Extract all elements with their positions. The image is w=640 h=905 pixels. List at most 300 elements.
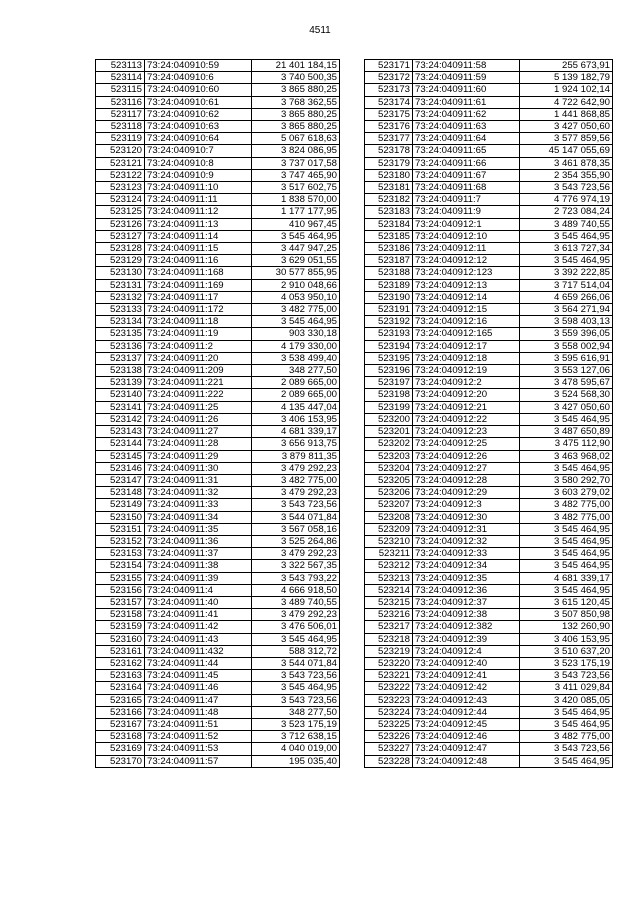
row-number-cell: 523161	[96, 645, 145, 657]
cadastral-number-cell: 73:24:040911:52	[145, 731, 252, 743]
row-number-cell: 523132	[96, 291, 145, 303]
row-number-cell: 523226	[365, 731, 413, 743]
row-number-cell: 523131	[96, 279, 145, 291]
cadastral-number-cell: 73:24:040911:57	[145, 755, 252, 767]
cadastral-value-cell: 3 543 723,56	[520, 182, 613, 194]
cadastral-number-cell: 73:24:040911:43	[145, 633, 252, 645]
table-row	[365, 426, 613, 438]
cadastral-number-cell: 73:24:040912:14	[413, 291, 520, 303]
row-number-cell: 523155	[96, 572, 145, 584]
cadastral-number-cell: 73:24:040911:221	[145, 377, 252, 389]
table-row	[96, 523, 340, 535]
left-table-body	[96, 60, 340, 768]
row-number-cell: 523127	[96, 230, 145, 242]
cadastral-value-cell: 3 545 464,95	[520, 706, 613, 718]
cadastral-value-cell: 3 487 650,89	[520, 426, 613, 438]
cadastral-number-cell: 73:24:040912:36	[413, 584, 520, 596]
cadastral-value-cell: 3 545 464,95	[520, 413, 613, 425]
cadastral-value-cell: 3 737 017,58	[252, 157, 340, 169]
row-number-cell: 523218	[365, 633, 413, 645]
row-number-cell: 523183	[365, 206, 413, 218]
row-number-cell: 523125	[96, 206, 145, 218]
cadastral-value-cell: 3 489 740,55	[252, 596, 340, 608]
row-number-cell: 523142	[96, 413, 145, 425]
table-row	[96, 511, 340, 523]
table-row	[96, 182, 340, 194]
table-row	[96, 291, 340, 303]
cadastral-number-cell: 73:24:040912:33	[413, 548, 520, 560]
row-number-cell: 523200	[365, 413, 413, 425]
cadastral-number-cell: 73:24:040912:123	[413, 267, 520, 279]
cadastral-value-cell: 3 615 120,45	[520, 596, 613, 608]
cadastral-value-cell: 348 277,50	[252, 365, 340, 377]
cadastral-number-cell: 73:24:040911:209	[145, 365, 252, 377]
table-row	[365, 377, 613, 389]
cadastral-value-cell: 45 147 055,69	[520, 145, 613, 157]
cadastral-number-cell: 73:24:040911:172	[145, 304, 252, 316]
table-row	[96, 474, 340, 486]
table-row	[96, 121, 340, 133]
cadastral-value-cell: 3 482 775,00	[520, 499, 613, 511]
cadastral-value-cell: 3 577 859,56	[520, 133, 613, 145]
table-row	[96, 365, 340, 377]
table-row	[365, 657, 613, 669]
cadastral-value-cell: 3 558 002,94	[520, 340, 613, 352]
row-number-cell: 523227	[365, 743, 413, 755]
cadastral-value-cell: 3 865 880,25	[252, 121, 340, 133]
row-number-cell: 523206	[365, 487, 413, 499]
table-row	[365, 694, 613, 706]
table-row	[365, 474, 613, 486]
row-number-cell: 523203	[365, 450, 413, 462]
cadastral-number-cell: 73:24:040912:38	[413, 609, 520, 621]
row-number-cell: 523201	[365, 426, 413, 438]
cadastral-value-cell: 3 475 112,90	[520, 438, 613, 450]
cadastral-value-cell: 195 035,40	[252, 755, 340, 767]
right-table-body	[365, 60, 613, 768]
cadastral-number-cell: 73:24:040911:46	[145, 682, 252, 694]
table-row	[96, 352, 340, 364]
table-row	[365, 96, 613, 108]
cadastral-value-cell: 3 545 464,95	[520, 560, 613, 572]
cadastral-number-cell: 73:24:040912:15	[413, 304, 520, 316]
page-number: 4511	[309, 25, 331, 36]
cadastral-value-cell: 3 427 050,60	[520, 401, 613, 413]
table-row	[96, 145, 340, 157]
table-row	[96, 548, 340, 560]
cadastral-number-cell: 73:24:040912:34	[413, 560, 520, 572]
table-row	[365, 316, 613, 328]
row-number-cell: 523140	[96, 389, 145, 401]
cadastral-number-cell: 73:24:040911:32	[145, 487, 252, 499]
table-row	[365, 145, 613, 157]
row-number-cell: 523211	[365, 548, 413, 560]
cadastral-number-cell: 73:24:040912:25	[413, 438, 520, 450]
row-number-cell: 523175	[365, 108, 413, 120]
cadastral-number-cell: 73:24:040911:9	[413, 206, 520, 218]
cadastral-value-cell: 30 577 855,95	[252, 267, 340, 279]
row-number-cell: 523153	[96, 548, 145, 560]
cadastral-number-cell: 73:24:040911:25	[145, 401, 252, 413]
table-row	[96, 230, 340, 242]
cadastral-value-cell: 3 544 071,84	[252, 657, 340, 669]
row-number-cell: 523180	[365, 169, 413, 181]
cadastral-number-cell: 73:24:040912:43	[413, 694, 520, 706]
cadastral-value-cell: 3 482 775,00	[252, 304, 340, 316]
row-number-cell: 523167	[96, 718, 145, 730]
table-row	[365, 365, 613, 377]
row-number-cell: 523204	[365, 462, 413, 474]
table-row	[96, 462, 340, 474]
cadastral-number-cell: 73:24:040911:28	[145, 438, 252, 450]
row-number-cell: 523178	[365, 145, 413, 157]
cadastral-number-cell: 73:24:040912:41	[413, 670, 520, 682]
row-number-cell: 523156	[96, 584, 145, 596]
row-number-cell: 523115	[96, 84, 145, 96]
cadastral-value-cell: 1 177 177,95	[252, 206, 340, 218]
cadastral-value-cell: 3 543 723,56	[520, 670, 613, 682]
cadastral-value-cell: 3 510 637,20	[520, 645, 613, 657]
cadastral-value-cell: 3 420 085,05	[520, 694, 613, 706]
cadastral-number-cell: 73:24:040912:26	[413, 450, 520, 462]
cadastral-number-cell: 73:24:040912:20	[413, 389, 520, 401]
row-number-cell: 523128	[96, 243, 145, 255]
cadastral-value-cell: 3 538 499,40	[252, 352, 340, 364]
cadastral-number-cell: 73:24:040910:61	[145, 96, 252, 108]
cadastral-number-cell: 73:24:040910:64	[145, 133, 252, 145]
table-row	[365, 230, 613, 242]
table-row	[365, 169, 613, 181]
row-number-cell: 523121	[96, 157, 145, 169]
cadastral-number-cell: 73:24:040911:65	[413, 145, 520, 157]
cadastral-number-cell: 73:24:040911:48	[145, 706, 252, 718]
cadastral-value-cell: 3 613 727,34	[520, 243, 613, 255]
cadastral-value-cell: 3 545 464,95	[520, 462, 613, 474]
cadastral-value-cell: 3 523 175,19	[520, 657, 613, 669]
cadastral-value-cell: 3 543 723,56	[252, 670, 340, 682]
row-number-cell: 523120	[96, 145, 145, 157]
cadastral-value-cell: 3 523 175,19	[252, 718, 340, 730]
row-number-cell: 523135	[96, 328, 145, 340]
row-number-cell: 523157	[96, 596, 145, 608]
cadastral-number-cell: 73:24:040912:30	[413, 511, 520, 523]
cadastral-value-cell: 4 666 918,50	[252, 584, 340, 596]
row-number-cell: 523150	[96, 511, 145, 523]
row-number-cell: 523172	[365, 72, 413, 84]
row-number-cell: 523207	[365, 499, 413, 511]
cadastral-value-cell: 3 879 811,35	[252, 450, 340, 462]
cadastral-value-cell: 3 595 616,91	[520, 352, 613, 364]
cadastral-number-cell: 73:24:040911:169	[145, 279, 252, 291]
cadastral-value-cell: 3 545 464,95	[520, 548, 613, 560]
cadastral-value-cell: 1 924 102,14	[520, 84, 613, 96]
cadastral-value-cell: 2 910 048,66	[252, 279, 340, 291]
table-row	[365, 255, 613, 267]
cadastral-value-cell: 3 567 058,16	[252, 523, 340, 535]
table-row	[365, 487, 613, 499]
cadastral-number-cell: 73:24:040911:29	[145, 450, 252, 462]
table-row	[96, 572, 340, 584]
row-number-cell: 523163	[96, 670, 145, 682]
cadastral-number-cell: 73:24:040912:48	[413, 755, 520, 767]
row-number-cell: 523215	[365, 596, 413, 608]
cadastral-number-cell: 73:24:040911:19	[145, 328, 252, 340]
cadastral-number-cell: 73:24:040912:42	[413, 682, 520, 694]
table-row	[96, 438, 340, 450]
table-row	[365, 633, 613, 645]
cadastral-value-cell: 3 544 071,84	[252, 511, 340, 523]
row-number-cell: 523228	[365, 755, 413, 767]
row-number-cell: 523225	[365, 718, 413, 730]
cadastral-value-cell: 1 838 570,00	[252, 194, 340, 206]
row-number-cell: 523219	[365, 645, 413, 657]
cadastral-number-cell: 73:24:040912:3	[413, 499, 520, 511]
cadastral-value-cell: 3 768 362,55	[252, 96, 340, 108]
cadastral-value-cell: 3 447 947,25	[252, 243, 340, 255]
cadastral-value-cell: 21 401 184,15	[252, 60, 340, 72]
cadastral-number-cell: 73:24:040912:27	[413, 462, 520, 474]
table-row	[96, 401, 340, 413]
table-row	[365, 121, 613, 133]
cadastral-value-cell: 3 479 292,23	[252, 462, 340, 474]
cadastral-value-cell: 255 673,91	[520, 60, 613, 72]
cadastral-value-cell: 588 312,72	[252, 645, 340, 657]
cadastral-number-cell: 73:24:040911:432	[145, 645, 252, 657]
cadastral-number-cell: 73:24:040911:38	[145, 560, 252, 572]
row-number-cell: 523133	[96, 304, 145, 316]
cadastral-number-cell: 73:24:040912:382	[413, 621, 520, 633]
row-number-cell: 523213	[365, 572, 413, 584]
cadastral-value-cell: 3 545 464,95	[520, 718, 613, 730]
cadastral-number-cell: 73:24:040911:14	[145, 230, 252, 242]
table-row	[365, 511, 613, 523]
cadastral-number-cell: 73:24:040910:59	[145, 60, 252, 72]
cadastral-number-cell: 73:24:040911:7	[413, 194, 520, 206]
table-row	[365, 413, 613, 425]
cadastral-value-cell: 3 411 029,84	[520, 682, 613, 694]
row-number-cell: 523217	[365, 621, 413, 633]
cadastral-number-cell: 73:24:040912:2	[413, 377, 520, 389]
cadastral-value-cell: 3 865 880,25	[252, 108, 340, 120]
cadastral-number-cell: 73:24:040911:59	[413, 72, 520, 84]
cadastral-number-cell: 73:24:040912:45	[413, 718, 520, 730]
cadastral-number-cell: 73:24:040911:40	[145, 596, 252, 608]
row-number-cell: 523223	[365, 694, 413, 706]
cadastral-value-cell: 5 067 618,63	[252, 133, 340, 145]
row-number-cell: 523195	[365, 352, 413, 364]
row-number-cell: 523168	[96, 731, 145, 743]
cadastral-number-cell: 73:24:040910:62	[145, 108, 252, 120]
cadastral-value-cell: 3 479 292,23	[252, 609, 340, 621]
table-row	[96, 560, 340, 572]
cadastral-value-cell: 3 392 222,85	[520, 267, 613, 279]
table-row	[365, 243, 613, 255]
cadastral-number-cell: 73:24:040911:63	[413, 121, 520, 133]
cadastral-value-cell: 3 543 793,22	[252, 572, 340, 584]
table-row	[96, 267, 340, 279]
row-number-cell: 523176	[365, 121, 413, 133]
row-number-cell: 523202	[365, 438, 413, 450]
right-registry-table	[364, 59, 613, 768]
cadastral-value-cell: 3 476 506,01	[252, 621, 340, 633]
table-row	[365, 609, 613, 621]
row-number-cell: 523113	[96, 60, 145, 72]
table-row	[96, 218, 340, 230]
cadastral-value-cell: 3 482 775,00	[520, 511, 613, 523]
cadastral-number-cell: 73:24:040911:27	[145, 426, 252, 438]
cadastral-value-cell: 3 406 153,95	[520, 633, 613, 645]
cadastral-number-cell: 73:24:040912:37	[413, 596, 520, 608]
row-number-cell: 523199	[365, 401, 413, 413]
cadastral-number-cell: 73:24:040912:40	[413, 657, 520, 669]
cadastral-number-cell: 73:24:040911:64	[413, 133, 520, 145]
cadastral-value-cell: 3 479 292,23	[252, 487, 340, 499]
table-row	[365, 755, 613, 767]
row-number-cell: 523139	[96, 377, 145, 389]
cadastral-number-cell: 73:24:040911:13	[145, 218, 252, 230]
table-row	[365, 535, 613, 547]
table-row	[96, 584, 340, 596]
table-row	[96, 450, 340, 462]
table-row	[96, 718, 340, 730]
table-row	[365, 133, 613, 145]
table-row	[96, 340, 340, 352]
table-row	[96, 487, 340, 499]
table-row	[96, 694, 340, 706]
row-number-cell: 523134	[96, 316, 145, 328]
cadastral-value-cell: 3 545 464,95	[520, 584, 613, 596]
cadastral-number-cell: 73:24:040911:47	[145, 694, 252, 706]
row-number-cell: 523160	[96, 633, 145, 645]
cadastral-number-cell: 73:24:040910:9	[145, 169, 252, 181]
table-row	[365, 523, 613, 535]
row-number-cell: 523184	[365, 218, 413, 230]
table-row	[96, 169, 340, 181]
cadastral-value-cell: 3 824 086,95	[252, 145, 340, 157]
table-row	[365, 560, 613, 572]
cadastral-number-cell: 73:24:040910:7	[145, 145, 252, 157]
row-number-cell: 523114	[96, 72, 145, 84]
cadastral-value-cell: 3 461 878,35	[520, 157, 613, 169]
table-row	[96, 389, 340, 401]
table-row	[365, 548, 613, 560]
cadastral-number-cell: 73:24:040912:44	[413, 706, 520, 718]
cadastral-number-cell: 73:24:040911:51	[145, 718, 252, 730]
table-row	[365, 499, 613, 511]
cadastral-value-cell: 3 717 514,04	[520, 279, 613, 291]
cadastral-value-cell: 3 629 051,55	[252, 255, 340, 267]
table-row	[365, 218, 613, 230]
table-row	[365, 584, 613, 596]
cadastral-value-cell: 4 681 339,17	[252, 426, 340, 438]
cadastral-number-cell: 73:24:040911:34	[145, 511, 252, 523]
cadastral-value-cell: 5 139 182,79	[520, 72, 613, 84]
table-row	[96, 72, 340, 84]
cadastral-number-cell: 73:24:040912:21	[413, 401, 520, 413]
table-row	[365, 401, 613, 413]
table-row	[96, 206, 340, 218]
cadastral-value-cell: 3 603 279,02	[520, 487, 613, 499]
cadastral-value-cell: 3 322 567,35	[252, 560, 340, 572]
row-number-cell: 523118	[96, 121, 145, 133]
cadastral-value-cell: 3 543 723,56	[252, 499, 340, 511]
row-number-cell: 523151	[96, 523, 145, 535]
cadastral-value-cell: 3 545 464,95	[520, 523, 613, 535]
cadastral-number-cell: 73:24:040911:20	[145, 352, 252, 364]
cadastral-value-cell: 3 479 292,23	[252, 548, 340, 560]
table-row	[365, 84, 613, 96]
table-row	[96, 413, 340, 425]
cadastral-value-cell: 3 406 153,95	[252, 413, 340, 425]
cadastral-number-cell: 73:24:040911:62	[413, 108, 520, 120]
cadastral-value-cell: 3 482 775,00	[520, 731, 613, 743]
table-row	[365, 645, 613, 657]
cadastral-number-cell: 73:24:040912:39	[413, 633, 520, 645]
table-row	[365, 462, 613, 474]
cadastral-value-cell: 3 580 292,70	[520, 474, 613, 486]
table-row	[365, 389, 613, 401]
row-number-cell: 523208	[365, 511, 413, 523]
cadastral-number-cell: 73:24:040911:41	[145, 609, 252, 621]
table-row	[96, 743, 340, 755]
cadastral-value-cell: 3 525 264,86	[252, 535, 340, 547]
row-number-cell: 523177	[365, 133, 413, 145]
cadastral-number-cell: 73:24:040912:165	[413, 328, 520, 340]
table-row	[96, 328, 340, 340]
row-number-cell: 523124	[96, 194, 145, 206]
cadastral-value-cell: 2 723 084,24	[520, 206, 613, 218]
cadastral-value-cell: 3 489 740,55	[520, 218, 613, 230]
table-row	[365, 438, 613, 450]
cadastral-number-cell: 73:24:040912:1	[413, 218, 520, 230]
row-number-cell: 523174	[365, 96, 413, 108]
cadastral-value-cell: 3 559 396,05	[520, 328, 613, 340]
cadastral-value-cell: 903 330,18	[252, 328, 340, 340]
cadastral-number-cell: 73:24:040911:11	[145, 194, 252, 206]
row-number-cell: 523169	[96, 743, 145, 755]
row-number-cell: 523192	[365, 316, 413, 328]
row-number-cell: 523129	[96, 255, 145, 267]
row-number-cell: 523152	[96, 535, 145, 547]
cadastral-value-cell: 3 545 464,95	[520, 755, 613, 767]
cadastral-number-cell: 73:24:040910:8	[145, 157, 252, 169]
cadastral-number-cell: 73:24:040911:67	[413, 169, 520, 181]
cadastral-value-cell: 4 179 330,00	[252, 340, 340, 352]
cadastral-value-cell: 4 776 974,19	[520, 194, 613, 206]
cadastral-value-cell: 3 545 464,95	[520, 255, 613, 267]
cadastral-number-cell: 73:24:040910:63	[145, 121, 252, 133]
row-number-cell: 523158	[96, 609, 145, 621]
row-number-cell: 523143	[96, 426, 145, 438]
cadastral-value-cell: 3 865 880,25	[252, 84, 340, 96]
row-number-cell: 523190	[365, 291, 413, 303]
table-row	[96, 157, 340, 169]
table-row	[365, 743, 613, 755]
table-row	[96, 279, 340, 291]
cadastral-number-cell: 73:24:040911:53	[145, 743, 252, 755]
cadastral-value-cell: 3 507 850,98	[520, 609, 613, 621]
row-number-cell: 523122	[96, 169, 145, 181]
cadastral-value-cell: 3 517 602,75	[252, 182, 340, 194]
table-row	[365, 206, 613, 218]
cadastral-number-cell: 73:24:040911:16	[145, 255, 252, 267]
row-number-cell: 523149	[96, 499, 145, 511]
cadastral-value-cell: 4 659 266,06	[520, 291, 613, 303]
cadastral-number-cell: 73:24:040911:44	[145, 657, 252, 669]
row-number-cell: 523181	[365, 182, 413, 194]
row-number-cell: 523130	[96, 267, 145, 279]
table-row	[96, 535, 340, 547]
